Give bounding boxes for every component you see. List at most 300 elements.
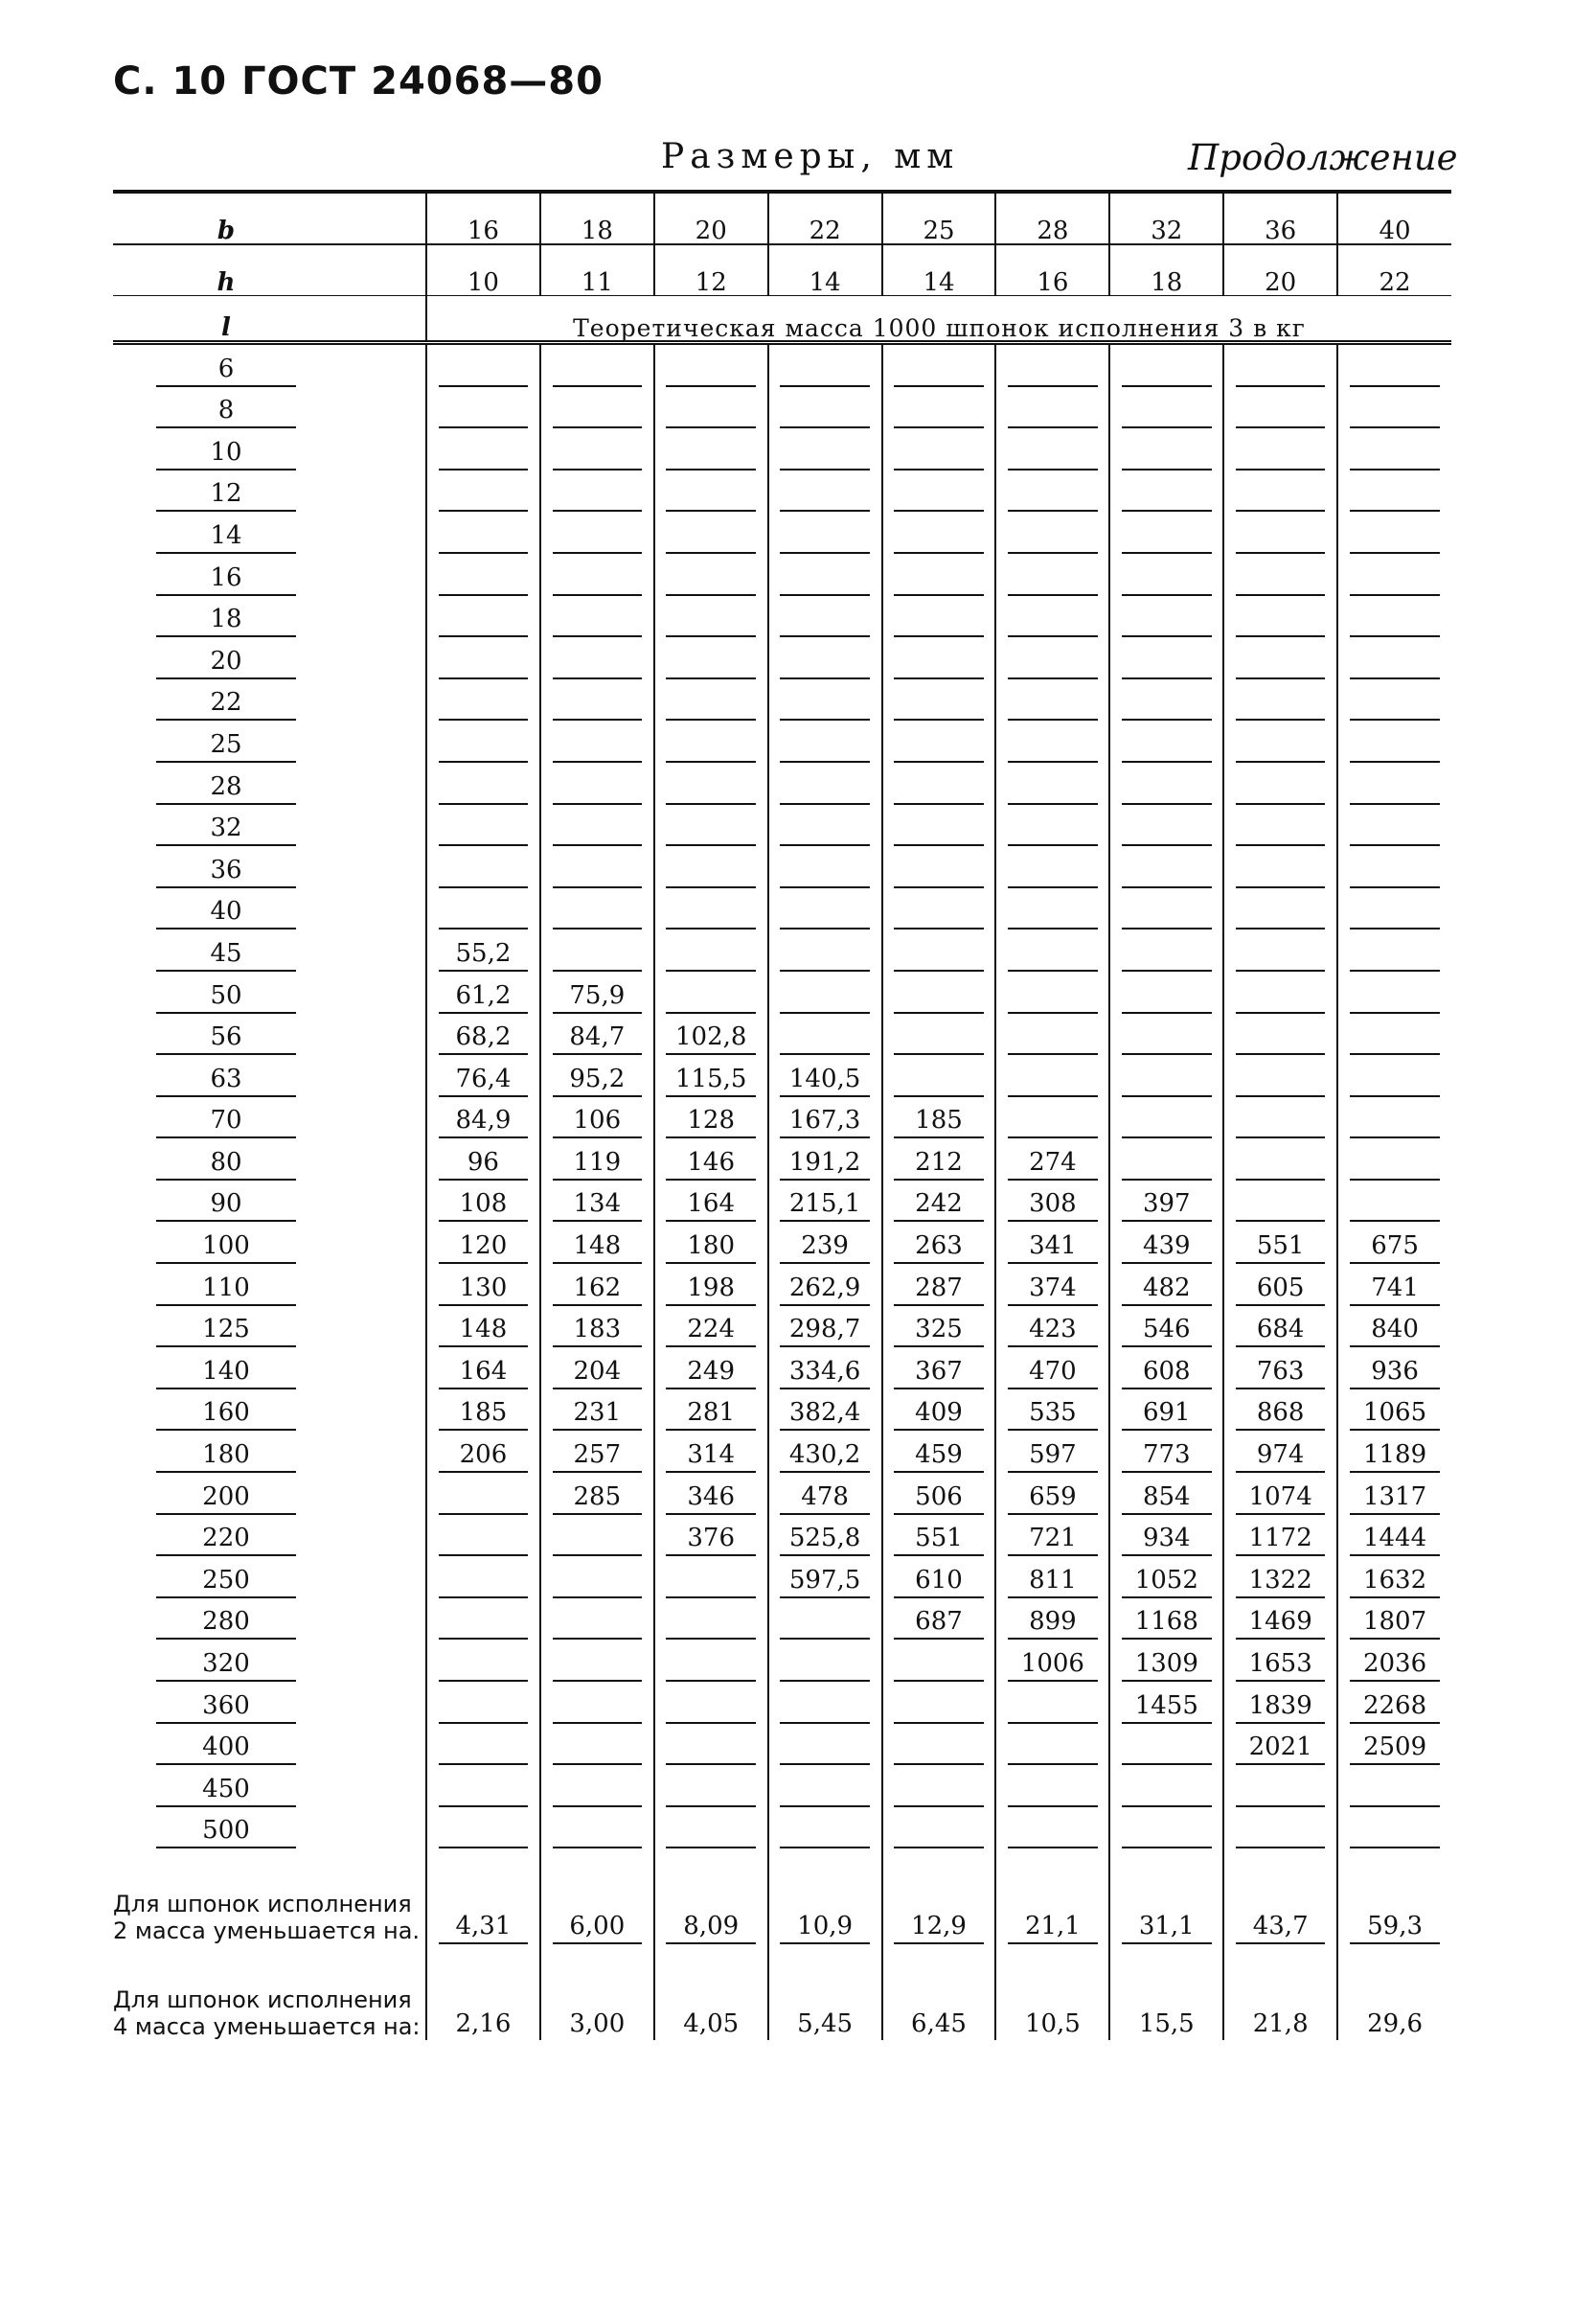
mass-cell	[1109, 1682, 1223, 1724]
length-value	[113, 1515, 426, 1557]
mass-cell	[426, 343, 540, 387]
mass-value	[1236, 690, 1326, 721]
mass-value	[439, 565, 529, 596]
mass-cell	[426, 1181, 540, 1223]
length-value	[113, 679, 426, 722]
mass-value	[1122, 1818, 1212, 1848]
mass-cell	[1223, 1014, 1337, 1056]
mass-value	[666, 858, 756, 888]
mass-value	[1008, 1734, 1098, 1765]
mass-cell	[768, 1014, 882, 1056]
length-value	[113, 1473, 426, 1515]
mass-value	[780, 1777, 870, 1807]
mass-cell	[1337, 428, 1451, 470]
mass-value: 1168	[1122, 1609, 1212, 1640]
mass-cell	[654, 1515, 768, 1557]
length-text: 8	[156, 398, 296, 428]
mass-cell	[882, 846, 996, 888]
mass-value	[1122, 858, 1212, 888]
mass-value	[894, 565, 984, 596]
mass-cell	[995, 1598, 1109, 1641]
mass-cell	[540, 1765, 654, 1807]
length-value	[113, 1807, 426, 1849]
mass-value	[780, 1818, 870, 1848]
mass-value	[666, 690, 756, 721]
mass-cell	[654, 1765, 768, 1807]
mass-value	[553, 1777, 643, 1807]
footnote-value	[426, 1944, 540, 2040]
mass-cell	[882, 1473, 996, 1515]
mass-value	[1350, 1777, 1440, 1807]
mass-value	[1008, 649, 1098, 679]
h-value: 18	[1109, 244, 1223, 296]
mass-cell	[540, 1598, 654, 1641]
mass-cell	[540, 972, 654, 1014]
mass-value: 130	[439, 1275, 529, 1306]
mass-value: 430,2	[780, 1442, 870, 1473]
mass-value	[553, 398, 643, 428]
mass-value: 811	[1008, 1568, 1098, 1598]
mass-cell	[882, 1807, 996, 1849]
length-value	[113, 596, 426, 638]
table-row	[113, 1389, 1451, 1432]
mass-value: 687	[894, 1609, 984, 1640]
mass-cell	[426, 1306, 540, 1348]
dimensions-caption: Размеры, мм	[661, 137, 960, 176]
footnote-value-text: 6,00	[553, 1914, 643, 1944]
mass-value: 936	[1350, 1359, 1440, 1389]
mass-cell	[882, 1055, 996, 1097]
mass-value	[1236, 607, 1326, 637]
mass-cell	[768, 763, 882, 805]
b-value: 16	[426, 192, 540, 244]
mass-cell	[1337, 343, 1451, 387]
mass-cell	[426, 1556, 540, 1598]
table-row	[113, 1473, 1451, 1515]
mass-value	[1350, 1818, 1440, 1848]
mass-value	[553, 1526, 643, 1556]
mass-cell	[1337, 596, 1451, 638]
mass-cell	[1337, 1014, 1451, 1056]
table-row	[113, 1765, 1451, 1807]
mass-value	[1008, 815, 1098, 846]
mass-cell	[882, 1306, 996, 1348]
mass-cell	[1223, 846, 1337, 888]
mass-cell	[882, 1097, 996, 1139]
mass-value	[1008, 983, 1098, 1014]
mass-cell	[995, 1306, 1109, 1348]
mass-value	[1236, 1777, 1326, 1807]
mass-value: 140,5	[780, 1067, 870, 1097]
mass-cell	[1109, 554, 1223, 596]
length-value	[113, 1724, 426, 1766]
table-row	[113, 1807, 1451, 1849]
mass-cell	[1337, 1724, 1451, 1766]
mass-cell	[654, 343, 768, 387]
mass-cell	[426, 929, 540, 972]
mass-cell	[768, 1724, 882, 1766]
mass-cell	[426, 805, 540, 847]
mass-value: 397	[1122, 1191, 1212, 1222]
length-text: 20	[156, 649, 296, 679]
mass-cell	[882, 343, 996, 387]
mass-cell	[768, 805, 882, 847]
footnote-value-text: 3,00	[569, 2009, 626, 2039]
mass-value: 164	[666, 1191, 756, 1222]
mass-cell	[1223, 1807, 1337, 1849]
mass-value: 204	[553, 1359, 643, 1389]
mass-cell	[654, 1097, 768, 1139]
mass-value	[666, 523, 756, 554]
mass-cell	[882, 1138, 996, 1181]
mass-cell	[426, 1222, 540, 1264]
mass-cell	[426, 1431, 540, 1473]
mass-cell	[882, 1264, 996, 1306]
mass-value: 374	[1008, 1275, 1098, 1306]
mass-cell	[1337, 1347, 1451, 1389]
length-text: 12	[156, 481, 296, 512]
mass-cell	[426, 888, 540, 930]
length-text: 125	[156, 1317, 296, 1347]
mass-cell	[1223, 1097, 1337, 1139]
mass-value: 1052	[1122, 1568, 1212, 1598]
mass-value	[666, 774, 756, 805]
footnote-value-text: 43,7	[1236, 1914, 1326, 1944]
mass-caption: Теоретическая масса 1000 шпонок исполнения 3 в кг	[426, 296, 1451, 343]
mass-cell	[995, 1807, 1109, 1849]
h-value: 11	[540, 244, 654, 296]
mass-value: 148	[553, 1233, 643, 1264]
length-value	[113, 637, 426, 679]
mass-value	[439, 1568, 529, 1598]
table-row	[113, 805, 1451, 847]
table-row	[113, 1556, 1451, 1598]
mass-value	[1236, 815, 1326, 846]
mass-cell	[768, 1138, 882, 1181]
table-row	[113, 1431, 1451, 1473]
mass-cell	[540, 1431, 654, 1473]
mass-cell	[882, 1181, 996, 1223]
mass-value	[1236, 1067, 1326, 1097]
mass-cell	[995, 512, 1109, 554]
mass-value	[1236, 1024, 1326, 1055]
mass-cell	[1109, 470, 1223, 513]
mass-value: 249	[666, 1359, 756, 1389]
mass-value: 597	[1008, 1442, 1098, 1473]
mass-value	[780, 858, 870, 888]
mass-value: 470	[1008, 1359, 1098, 1389]
mass-value	[780, 1024, 870, 1055]
footnote-value-text: 10,5	[1024, 2009, 1081, 2039]
mass-cell	[995, 763, 1109, 805]
mass-cell	[540, 1097, 654, 1139]
table-row	[113, 596, 1451, 638]
mass-value	[894, 481, 984, 512]
mass-cell	[995, 846, 1109, 888]
mass-value	[1122, 983, 1212, 1014]
mass-cell	[1337, 1055, 1451, 1097]
mass-value	[666, 440, 756, 470]
mass-value	[553, 356, 643, 387]
mass-cell	[995, 1347, 1109, 1389]
mass-cell	[995, 470, 1109, 513]
mass-value	[439, 356, 529, 387]
b-value: 36	[1223, 192, 1337, 244]
mass-value: 659	[1008, 1484, 1098, 1515]
mass-cell	[995, 1264, 1109, 1306]
mass-value: 164	[439, 1359, 529, 1389]
mass-cell	[768, 637, 882, 679]
mass-value: 2268	[1350, 1693, 1440, 1724]
mass-cell	[1337, 805, 1451, 847]
mass-value	[1008, 1777, 1098, 1807]
header-row-l	[113, 296, 1451, 343]
mass-cell	[1109, 805, 1223, 847]
mass-value: 185	[439, 1400, 529, 1431]
table-row	[113, 1724, 1451, 1766]
length-value	[113, 1598, 426, 1641]
length-value	[113, 1014, 426, 1056]
mass-value	[894, 523, 984, 554]
mass-cell	[540, 343, 654, 387]
mass-value: 262,9	[780, 1275, 870, 1306]
mass-cell	[426, 512, 540, 554]
mass-value: 482	[1122, 1275, 1212, 1306]
mass-value	[780, 1693, 870, 1724]
mass-value	[1122, 1108, 1212, 1138]
mass-cell	[1337, 1138, 1451, 1181]
mass-cell	[540, 763, 654, 805]
mass-value: 75,9	[553, 983, 643, 1014]
mass-cell	[882, 1431, 996, 1473]
length-text: 16	[156, 565, 296, 596]
mass-value	[1350, 983, 1440, 1014]
length-value	[113, 721, 426, 763]
mass-value: 605	[1236, 1275, 1326, 1306]
mass-cell	[540, 1138, 654, 1181]
mass-value: 551	[894, 1526, 984, 1556]
length-text: 22	[156, 690, 296, 721]
mass-cell	[768, 1598, 882, 1641]
table-row	[113, 1138, 1451, 1181]
mass-value	[780, 815, 870, 846]
footnote-value	[1109, 1944, 1223, 2040]
mass-cell	[1223, 1181, 1337, 1223]
mass-value	[894, 440, 984, 470]
length-value	[113, 763, 426, 805]
footnote-value	[1223, 1848, 1337, 1944]
mass-value: 287	[894, 1275, 984, 1306]
mass-value	[666, 941, 756, 972]
header-row-h	[113, 244, 1451, 296]
mass-value	[780, 941, 870, 972]
table-row	[113, 1014, 1451, 1056]
mass-value	[1008, 398, 1098, 428]
mass-cell	[654, 470, 768, 513]
table-row	[113, 637, 1451, 679]
mass-cell	[1223, 343, 1337, 387]
mass-cell	[1109, 1055, 1223, 1097]
mass-value: 76,4	[439, 1067, 529, 1097]
mass-value: 1309	[1122, 1651, 1212, 1682]
mass-cell	[882, 888, 996, 930]
b-label: b	[113, 192, 426, 244]
mass-cell	[654, 1014, 768, 1056]
mass-cell	[426, 1724, 540, 1766]
mass-value	[1350, 690, 1440, 721]
mass-cell	[540, 1724, 654, 1766]
mass-value: 84,9	[439, 1108, 529, 1138]
mass-value	[1122, 440, 1212, 470]
mass-value	[553, 1734, 643, 1765]
length-text: 80	[156, 1150, 296, 1181]
mass-value	[1008, 523, 1098, 554]
mass-value	[439, 481, 529, 512]
mass-cell	[1223, 721, 1337, 763]
mass-value: 274	[1008, 1150, 1098, 1181]
mass-value: 854	[1122, 1484, 1212, 1515]
mass-value: 96	[439, 1150, 529, 1181]
mass-cell	[654, 596, 768, 638]
mass-cell	[1337, 1222, 1451, 1264]
mass-cell	[1109, 1014, 1223, 1056]
mass-cell	[540, 721, 654, 763]
table-row	[113, 1181, 1451, 1223]
mass-value	[780, 481, 870, 512]
mass-value: 146	[666, 1150, 756, 1181]
mass-cell	[1223, 1724, 1337, 1766]
mass-value	[666, 1609, 756, 1640]
mass-cell	[995, 1682, 1109, 1724]
mass-value	[1236, 523, 1326, 554]
length-value	[113, 1640, 426, 1682]
mass-value	[439, 440, 529, 470]
mass-value	[553, 941, 643, 972]
mass-cell	[1109, 596, 1223, 638]
mass-cell	[1337, 679, 1451, 722]
table-row	[113, 679, 1451, 722]
mass-cell	[654, 1473, 768, 1515]
mass-value: 212	[894, 1150, 984, 1181]
mass-value	[553, 732, 643, 763]
length-value	[113, 1347, 426, 1389]
mass-value	[1008, 1067, 1098, 1097]
mass-cell	[995, 805, 1109, 847]
mass-value	[1236, 1108, 1326, 1138]
mass-cell	[1223, 1765, 1337, 1807]
mass-cell	[995, 1515, 1109, 1557]
length-text: 40	[156, 899, 296, 929]
mass-cell	[654, 1598, 768, 1641]
mass-value: 382,4	[780, 1400, 870, 1431]
h-value: 12	[654, 244, 768, 296]
mass-value	[666, 649, 756, 679]
mass-cell	[426, 763, 540, 805]
mass-cell	[995, 679, 1109, 722]
mass-value	[894, 858, 984, 888]
footnote-value	[1109, 1848, 1223, 1944]
mass-cell	[1109, 1556, 1223, 1598]
mass-value	[439, 899, 529, 929]
mass-value	[1008, 1693, 1098, 1724]
mass-cell	[768, 1389, 882, 1432]
mass-value	[894, 732, 984, 763]
mass-value: 115,5	[666, 1067, 756, 1097]
mass-cell	[1109, 1097, 1223, 1139]
mass-cell	[768, 1222, 882, 1264]
mass-value: 459	[894, 1442, 984, 1473]
mass-value: 1074	[1236, 1484, 1326, 1515]
length-text: 56	[156, 1024, 296, 1055]
mass-value	[894, 649, 984, 679]
mass-value	[1122, 1777, 1212, 1807]
mass-cell	[768, 1055, 882, 1097]
mass-cell	[540, 888, 654, 930]
mass-cell	[1337, 1807, 1451, 1849]
mass-cell	[1223, 1055, 1337, 1097]
mass-value	[1122, 649, 1212, 679]
mass-value	[894, 1818, 984, 1848]
mass-cell	[1337, 763, 1451, 805]
length-text: 180	[156, 1442, 296, 1473]
mass-cell	[1337, 888, 1451, 930]
mass-cell	[1223, 554, 1337, 596]
mass-value: 675	[1350, 1233, 1440, 1264]
mass-cell	[654, 1055, 768, 1097]
mass-value: 974	[1236, 1442, 1326, 1473]
mass-cell	[1109, 972, 1223, 1014]
mass-value	[553, 774, 643, 805]
mass-value: 148	[439, 1317, 529, 1347]
mass-value	[439, 732, 529, 763]
mass-value: 367	[894, 1359, 984, 1389]
mass-cell	[654, 1682, 768, 1724]
length-text: 10	[156, 440, 296, 470]
mass-value: 546	[1122, 1317, 1212, 1347]
mass-cell	[1223, 1138, 1337, 1181]
mass-cell	[654, 929, 768, 972]
mass-cell	[995, 721, 1109, 763]
table-row	[113, 1682, 1451, 1724]
mass-value: 55,2	[439, 941, 529, 972]
mass-cell	[654, 1347, 768, 1389]
footnote-value-text: 5,45	[797, 2009, 854, 2039]
mass-value	[1122, 523, 1212, 554]
mass-cell	[426, 387, 540, 429]
mass-cell	[995, 1473, 1109, 1515]
table-row	[113, 1264, 1451, 1306]
mass-cell	[882, 1765, 996, 1807]
mass-cell	[1223, 1431, 1337, 1473]
mass-value	[1008, 1108, 1098, 1138]
mass-cell	[1223, 929, 1337, 972]
mass-cell	[426, 1765, 540, 1807]
mass-value	[780, 774, 870, 805]
mass-value	[1350, 899, 1440, 929]
mass-value	[1122, 1067, 1212, 1097]
footnote-value-text: 21,1	[1008, 1914, 1098, 1944]
length-value	[113, 1431, 426, 1473]
mass-cell	[882, 1222, 996, 1264]
mass-cell	[654, 637, 768, 679]
mass-cell	[882, 387, 996, 429]
length-text: 500	[156, 1818, 296, 1848]
length-value	[113, 1306, 426, 1348]
mass-value: 1065	[1350, 1400, 1440, 1431]
mass-value: 763	[1236, 1359, 1326, 1389]
mass-cell	[995, 428, 1109, 470]
length-value	[113, 888, 426, 930]
